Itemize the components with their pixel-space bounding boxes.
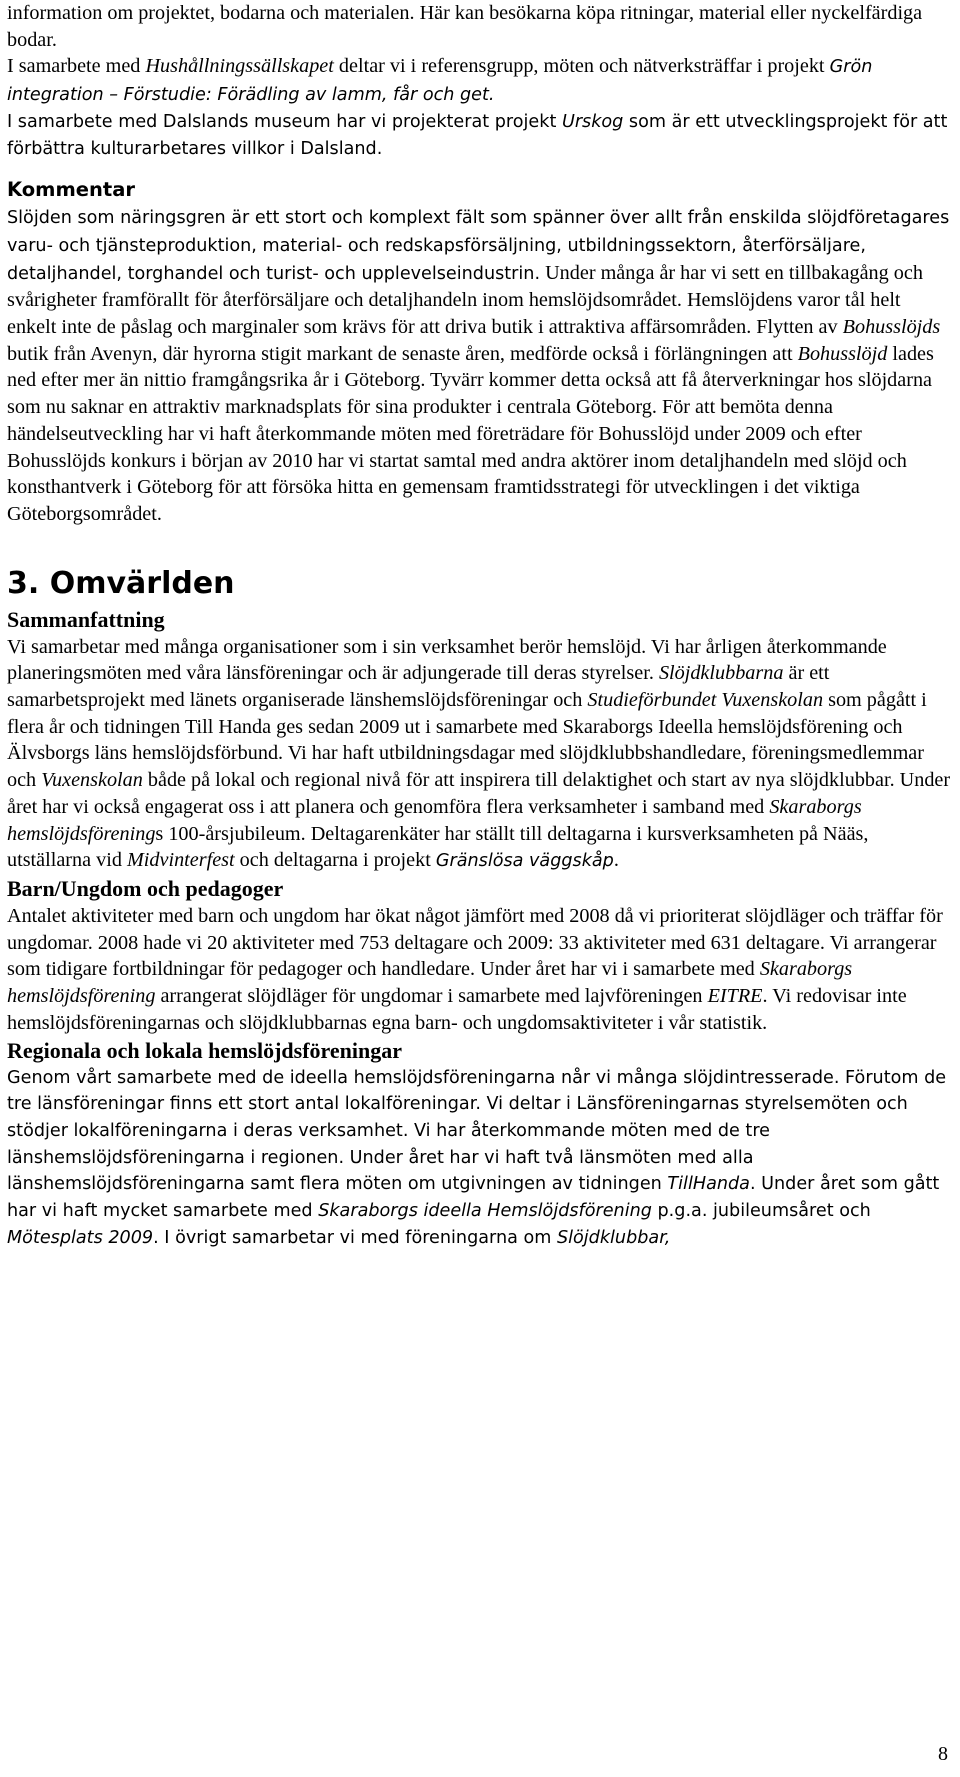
italic-segment: EITRE — [707, 985, 763, 1008]
text-segment: Antalet aktiviteter med barn och ungdom har ökat något jämfört med 2008 då vi prioriterat slöjdläger och träffar för ungdomar. 2008 hade vi 20 aktiviteter med 753 deltagare och 2009: 33 aktiviteter med 631 deltagare. Vi arrangerar som tidigare fortbildningar för pedagoger och handledare. Under året har vi i samarbete med — [7, 904, 943, 981]
text-segment: p.g.a. jubileumsåret och — [651, 1201, 871, 1222]
text-segment: s 100-årsjubileum. Deltagarenkäter har ställt till deltagarna i kursverksamheten på Nääs, utställarna vid — [7, 822, 869, 872]
text-segment: Vi samarbetar med många organisationer som i sin verksamhet berör hemslöjd. Vi har årligen återkommande planeringsmöten med våra länsföreningar och är adjungerade till deras styrelser. — [7, 635, 887, 685]
text-segment: som pågått i flera år och tidningen Till Handa ges sedan 2009 ut i samarbete med Skaraborgs Ideella hemslöjdsförening och Älvsborgs läns hemslöjdsförbund. Vi har haft utbildningsdagar med slöjdklubbshandledare, föreningsmedlemmar och — [7, 689, 927, 792]
text-segment: och deltagarna i projekt — [234, 849, 436, 872]
text-segment: . — [613, 849, 619, 872]
italic-segment: Bohusslöjd — [797, 342, 888, 365]
italic-segment: Grön integration – Förstudie: Förädling av lamm, får och get. — [7, 57, 873, 106]
text-segment: som är ett utvecklingsprojekt för att förbättra kulturarbetares villkor i Dalsland. — [7, 111, 948, 159]
italic-segment: Skaraborgs ideella Hemslöjdsförening — [318, 1201, 652, 1222]
text-segment: I samarbete med — [7, 55, 146, 78]
sammanfattning-heading: Sammanfattning — [7, 606, 165, 632]
italic-segment: Hushållningssällskapet — [145, 55, 334, 78]
intro-paragraph-3 — [7, 109, 952, 162]
italic-segment: Mötesplats 2009 — [7, 1227, 154, 1248]
italic-segment: Slöjdklubbarna — [658, 662, 784, 685]
italic-segment: Vuxenskolan — [41, 769, 143, 792]
kommentar-paragraph — [7, 204, 952, 527]
text-segment: både på lokal och regional nivå för att inspirera till delaktighet och start av nya slöjdklubbar. Under året har vi också engagerat oss i att planera och genomföra flera verksamheter i samband med — [7, 769, 951, 818]
italic-segment: Bohusslöjds — [842, 316, 941, 339]
text-segment: arrangerat slöjdläger för ungdomar i samarbete med lajvföreningen — [155, 985, 708, 1008]
text-segment: Under många år har vi sett en tillbakagång och svårigheter framförallt för återförsäljare och detaljhandeln inom hemslöjdsområdet. Hemslöjdens varor tål helt enkelt inte de påslag och marginaler som krävs för att driva butik i attraktiva affärsområden. Flytten av — [7, 261, 923, 339]
italic-segment: Skaraborgs hemslöjdsförening — [7, 795, 862, 845]
regionala-heading: Regionala och lokala hemslöjdsföreningar — [7, 1037, 403, 1063]
text-segment: . Vi redovisar inte hemslöjdsföreningarnas och slöjdklubbarnas egna barn- och ungdomsaktiviteter i vår statistik. — [7, 985, 907, 1034]
chapter-title: 3. Omvärlden — [7, 565, 235, 601]
text-segment: deltar vi i referensgrupp, möten och nätverksträffar i projekt — [333, 55, 830, 78]
text-segment: I samarbete med Dalslands museum har vi projekterat projekt — [7, 111, 562, 132]
document-page — [7, 0, 952, 1251]
intro-paragraph-1 — [7, 0, 952, 53]
italic-segment: Midvinterfest — [126, 849, 235, 872]
text-segment: butik från Avenyn, där hyrorna stigit markant de senaste åren, medförde också i förlängningen att — [7, 342, 798, 365]
text-segment: lades ned efter mer än nittio framgångsrika år i Göteborg. Tyvärr kommer detta också att få återverkningar hos slöjdarna som nu saknar en attraktiv marknadsplats för sina produkter i centrala Göteborg. För att bemöta denna händelseutveckling har vi haft återkommande möten med företrädare för Bohusslöjd under 2009 och efter Bohusslöjds konkurs i början av 2010 har vi startat samtal med andra aktörer inom detaljhandeln med slöjd och konsthantverk i Göteborg för att försöka hitta en gemensam framtidsstrategi för utvecklingen i det viktiga Göteborgsområdet. — [7, 342, 934, 525]
text-segment: information om projektet, bodarna och materialen. Här kan besökarna köpa ritningar, material eller nyckelfärdiga bodar. — [7, 2, 923, 51]
intro-paragraph-2 — [7, 53, 952, 108]
italic-segment: Studieförbundet Vuxenskolan — [587, 689, 824, 712]
sammanfattning-paragraph — [7, 634, 952, 875]
text-segment: Genom vårt samarbete med de ideella hemslöjdsföreningarna når vi många slöjdintresserade. Förutom de tre länsföreningar finns ett stort antal lokalföreningar. Vi deltar i Länsföreningarnas styrelsemöten och stödjer lokalföreningarna i deras verksamhet. Vi har återkommande möten med de tre länshemslöjdsföreningarna i regionen. Under året har vi haft två länsmöten med alla länshemslöjdsföreningarna samt flera möten om utgivningen av tidningen — [7, 1067, 947, 1195]
text-segment: Slöjden som näringsgren är ett stort och komplext fält som spänner över allt från enskilda slöjdföretagares varu- och tjänsteproduktion, material- och redskapsförsäljning, utbildningssektorn, återförsäljare, detaljhandel, torghandel och turist- och upplevelseindustrin. — [7, 208, 950, 284]
italic-segment: Urskog — [561, 111, 624, 132]
regionala-paragraph — [7, 1065, 952, 1252]
barn-heading: Barn/Ungdom och pedagoger — [7, 875, 284, 901]
italic-segment: TillHanda — [667, 1174, 750, 1195]
kommentar-heading: Kommentar — [7, 178, 136, 202]
italic-segment: Skaraborgs hemslöjdsförening — [7, 958, 853, 1008]
text-segment: är ett samarbetsprojekt med länets organiserade länshemslöjdsföreningar och — [7, 662, 830, 712]
page-number: 8 — [938, 1743, 948, 1765]
text-segment: . I övrigt samarbetar vi med föreningarna om — [153, 1227, 557, 1248]
barn-paragraph — [7, 903, 952, 1037]
italic-segment: Slöjdklubbar, — [556, 1227, 671, 1248]
italic-segment: Gränslösa väggskåp — [435, 851, 614, 872]
text-segment: . Under året som gått har vi haft mycket samarbete med — [7, 1174, 940, 1222]
